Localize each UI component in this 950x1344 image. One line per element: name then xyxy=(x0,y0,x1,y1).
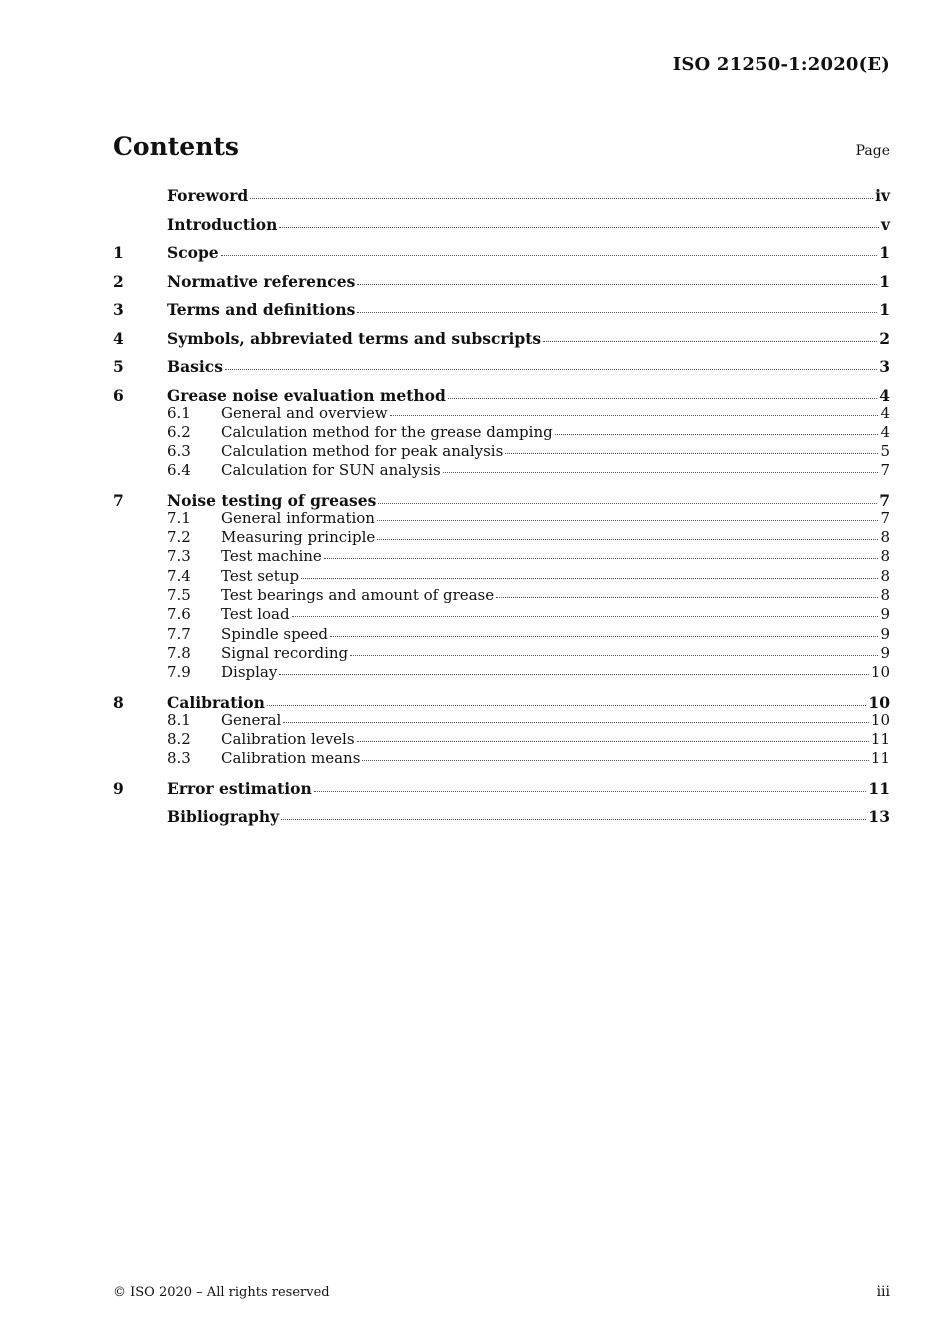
toc-subentry-number: 7.9 xyxy=(167,663,191,682)
toc-subentry-page: 7 xyxy=(880,508,890,527)
toc-entry[interactable] xyxy=(113,490,890,509)
toc-subentry-title: Calculation method for the grease damping xyxy=(221,422,553,441)
toc-subentry[interactable] xyxy=(113,461,890,490)
toc-entry-page: 7 xyxy=(879,490,890,510)
toc-entry-number: 9 xyxy=(113,778,124,798)
toc-subentry-page: 9 xyxy=(880,624,890,643)
toc-entry-number: 2 xyxy=(113,271,124,291)
toc-subentry-page: 10 xyxy=(870,663,890,682)
toc-subentry-page: 11 xyxy=(870,730,890,749)
toc-entry-page: v xyxy=(880,214,890,234)
toc-entry[interactable] xyxy=(113,778,890,807)
page-column-label: Page xyxy=(855,143,890,159)
dot-leader xyxy=(357,283,877,285)
toc-subentry-title: General information xyxy=(221,508,375,527)
table-of-contents xyxy=(113,185,890,835)
toc-subentry-number: 7.5 xyxy=(167,586,191,605)
toc-entry[interactable] xyxy=(113,385,890,404)
toc-subentry-title: Test machine xyxy=(221,547,322,566)
toc-entry-title: Introduction xyxy=(167,214,278,234)
toc-entry-number: 6 xyxy=(113,385,124,405)
toc-entry-page: 3 xyxy=(879,357,890,376)
copyright-notice: © ISO 2020 – All rights reserved xyxy=(113,1285,330,1300)
toc-entry-title: Calibration xyxy=(167,692,265,712)
toc-entry-number: 3 xyxy=(113,300,124,319)
toc-subentry-title: Measuring principle xyxy=(221,528,376,547)
toc-subentry-page: 8 xyxy=(880,566,890,585)
toc-entry-title: Basics xyxy=(167,357,223,376)
toc-entry-number: 7 xyxy=(113,490,124,510)
toc-entry-title: Normative references xyxy=(167,271,356,291)
toc-entry-page: 11 xyxy=(868,778,890,798)
toc-entry-number: 5 xyxy=(113,357,124,376)
dot-leader xyxy=(377,519,878,521)
toc-entry-number: 4 xyxy=(113,328,124,348)
page-title: Contents xyxy=(113,132,240,161)
toc-subentry-page: 9 xyxy=(880,643,890,662)
dot-leader xyxy=(292,615,879,617)
toc-subentry-title: General and overview xyxy=(221,403,388,422)
toc-subentry-page: 5 xyxy=(880,442,890,461)
dot-leader xyxy=(555,433,879,435)
dot-leader xyxy=(221,254,878,256)
toc-entry[interactable] xyxy=(113,242,890,271)
toc-entry[interactable] xyxy=(113,214,890,243)
toc-subentry-title: Calibration levels xyxy=(221,730,355,749)
toc-subentry[interactable] xyxy=(113,404,890,423)
dot-leader xyxy=(279,226,879,228)
dot-leader xyxy=(390,414,879,416)
toc-subentry-page: 4 xyxy=(880,422,890,441)
dot-leader xyxy=(448,397,877,399)
dot-leader xyxy=(225,368,877,370)
toc-subentry[interactable] xyxy=(113,644,890,663)
toc-subentry-number: 7.3 xyxy=(167,547,191,566)
toc-subentry-title: Test setup xyxy=(221,566,300,585)
toc-entry-page: 1 xyxy=(879,271,890,291)
dot-leader xyxy=(362,759,868,761)
toc-entry-page: 4 xyxy=(879,385,890,405)
toc-entry[interactable] xyxy=(113,328,890,357)
toc-subentry-number: 6.2 xyxy=(167,422,191,441)
toc-subentry[interactable] xyxy=(113,749,890,778)
toc-subentry[interactable] xyxy=(113,528,890,547)
toc-subentry-number: 7.2 xyxy=(167,528,191,547)
toc-subentry-title: Calculation method for peak analysis xyxy=(221,442,504,461)
toc-subentry[interactable] xyxy=(113,547,890,566)
dot-leader xyxy=(543,340,877,342)
toc-subentry[interactable] xyxy=(113,625,890,644)
dot-leader xyxy=(283,721,869,723)
toc-entry-title: Foreword xyxy=(167,186,249,205)
dot-leader xyxy=(301,577,878,579)
dot-leader xyxy=(267,704,867,706)
toc-entry-page: 10 xyxy=(868,692,890,712)
dot-leader xyxy=(496,596,878,598)
toc-entry[interactable] xyxy=(113,299,890,328)
dot-leader xyxy=(314,790,867,792)
toc-subentry[interactable] xyxy=(113,605,890,624)
dot-leader xyxy=(357,311,877,313)
toc-subentry-page: 10 xyxy=(870,710,890,729)
toc-subentry-title: General xyxy=(221,710,282,729)
toc-entry-title: Scope xyxy=(167,243,219,262)
dot-leader xyxy=(378,502,877,504)
toc-subentry-number: 7.7 xyxy=(167,624,191,643)
toc-entry-page: 1 xyxy=(879,243,890,262)
toc-entry-page: 1 xyxy=(879,300,890,319)
toc-entry-page: 2 xyxy=(879,328,890,348)
toc-subentry-title: Spindle speed xyxy=(221,624,329,643)
toc-entry-title: Grease noise evaluation method xyxy=(167,385,446,405)
toc-subentry-page: 4 xyxy=(880,403,890,422)
toc-subentry-title: Calibration means xyxy=(221,749,361,768)
toc-entry[interactable] xyxy=(113,271,890,300)
footer-page-number: iii xyxy=(876,1284,890,1300)
dot-leader xyxy=(279,673,869,675)
toc-subentry-title: Test load xyxy=(221,605,290,624)
toc-subentry-number: 6.3 xyxy=(167,442,191,461)
toc-entry-title: Symbols, abbreviated terms and subscripts xyxy=(167,328,542,348)
toc-subentry-title: Test bearings and amount of grease xyxy=(221,586,495,605)
toc-entry-page: 13 xyxy=(868,807,890,827)
dot-leader xyxy=(324,557,879,559)
dot-leader xyxy=(330,635,878,637)
toc-entry-title: Noise testing of greases xyxy=(167,490,377,510)
toc-subentry[interactable] xyxy=(113,509,890,528)
toc-entry-page: iv xyxy=(875,186,890,205)
toc-subentry-number: 6.4 xyxy=(167,461,191,480)
toc-subentry[interactable] xyxy=(113,423,890,442)
toc-entry-number: 1 xyxy=(113,243,124,262)
toc-subentry[interactable] xyxy=(113,730,890,749)
toc-entry[interactable] xyxy=(113,806,890,835)
toc-subentry-page: 8 xyxy=(880,586,890,605)
toc-entry-title: Bibliography xyxy=(167,807,280,827)
dot-leader xyxy=(250,197,873,199)
toc-subentry-page: 8 xyxy=(880,528,890,547)
toc-subentry-number: 8.1 xyxy=(167,710,191,729)
dot-leader xyxy=(350,654,878,656)
toc-entry[interactable] xyxy=(113,185,890,214)
toc-subentry[interactable] xyxy=(113,567,890,586)
toc-subentry-number: 7.6 xyxy=(167,605,191,624)
toc-subentry-page: 11 xyxy=(870,749,890,768)
toc-entry[interactable] xyxy=(113,356,890,385)
dot-leader xyxy=(443,471,879,473)
toc-entry-title: Error estimation xyxy=(167,778,312,798)
toc-subentry-number: 6.1 xyxy=(167,403,191,422)
toc-subentry-number: 8.3 xyxy=(167,749,191,768)
dot-leader xyxy=(377,538,878,540)
toc-entry-number: 8 xyxy=(113,692,124,712)
toc-subentry-title: Calculation for SUN analysis xyxy=(221,461,441,480)
toc-subentry-number: 7.8 xyxy=(167,643,191,662)
toc-subentry-page: 7 xyxy=(880,461,890,480)
dot-leader xyxy=(281,818,866,820)
toc-subentry-number: 7.4 xyxy=(167,566,191,585)
toc-subentry[interactable] xyxy=(113,442,890,461)
document-id: ISO 21250-1:2020(E) xyxy=(672,54,890,75)
toc-subentry-page: 9 xyxy=(880,605,890,624)
dot-leader xyxy=(505,452,878,454)
toc-subentry-title: Display xyxy=(221,663,278,682)
toc-entry[interactable] xyxy=(113,692,890,711)
toc-subentry[interactable] xyxy=(113,586,890,605)
toc-subentry-number: 7.1 xyxy=(167,508,191,527)
toc-subentry[interactable] xyxy=(113,663,890,692)
toc-entry-title: Terms and definitions xyxy=(167,300,356,319)
dot-leader xyxy=(357,740,869,742)
toc-subentry-title: Signal recording xyxy=(221,643,349,662)
toc-subentry-page: 8 xyxy=(880,547,890,566)
toc-subentry-number: 8.2 xyxy=(167,730,191,749)
toc-subentry[interactable] xyxy=(113,711,890,730)
